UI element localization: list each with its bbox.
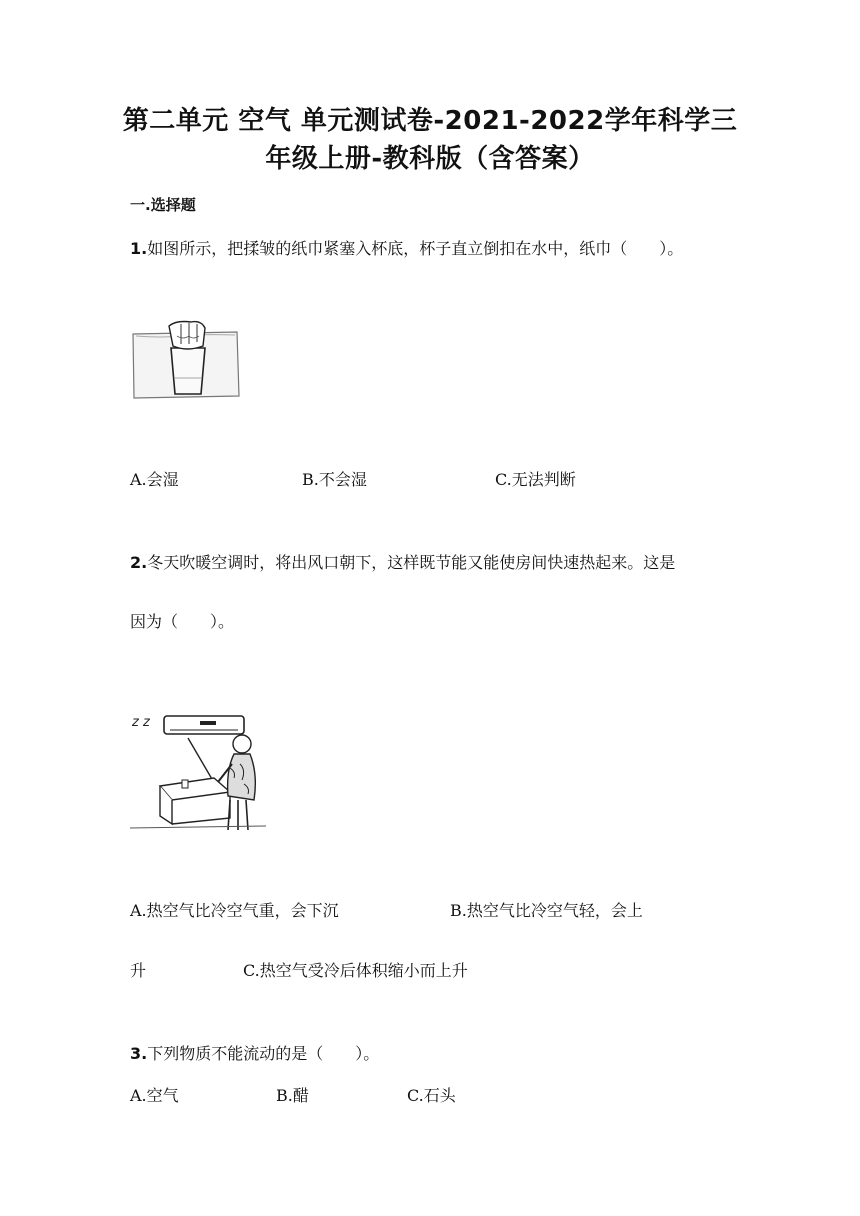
question-1 [130,236,683,259]
question-2-option-b: B.热空气比冷空气轻，会上 [450,901,643,920]
question-1-option-c: C.无法判断 [495,470,576,489]
question-2-option-c: C.热空气受冷后体积缩小而上升 [243,961,468,980]
question-1-option-b: B.不会湿 [302,470,367,489]
question-3 [130,1041,379,1064]
question-3-number: 3. [130,1044,148,1063]
question-1-text: 如图所示，把揉皱的纸巾紧塞入杯底，杯子直立倒扣在水中，纸巾（ ）。 [147,239,684,258]
svg-text:z z: z z [132,715,150,730]
question-2-line-1 [130,550,675,573]
section-heading: 一.选择题 [130,196,196,214]
question-3-option-c: C.石头 [407,1086,456,1105]
question-3-option-a: A.空气 [130,1086,179,1105]
question-2-figure [130,708,270,832]
question-1-figure [131,318,241,400]
cup-illustration [131,318,241,400]
question-2-number: 2. [130,553,148,572]
question-1-option-a: A.会湿 [130,470,179,489]
question-2-option-b-continued: 升 [130,961,147,980]
air-conditioner-illustration [130,708,270,832]
question-3-option-b: B.醋 [276,1086,309,1105]
question-2-line-2: 因为（ ）。 [130,612,235,631]
question-1-number: 1. [130,239,148,258]
question-2-option-a: A.热空气比冷空气重，会下沉 [130,901,339,920]
question-2-text-1: 冬天吹暖空调时，将出风口朝下，这样既节能又能使房间快速热起来。这是 [147,553,676,572]
document-title-line-2: 年级上册-教科版（含答案） [265,144,595,174]
question-3-text: 下列物质不能流动的是（ ）。 [147,1044,380,1063]
document-title-line-1: 第二单元 空气 单元测试卷-2021-2022学年科学三 [122,106,738,136]
